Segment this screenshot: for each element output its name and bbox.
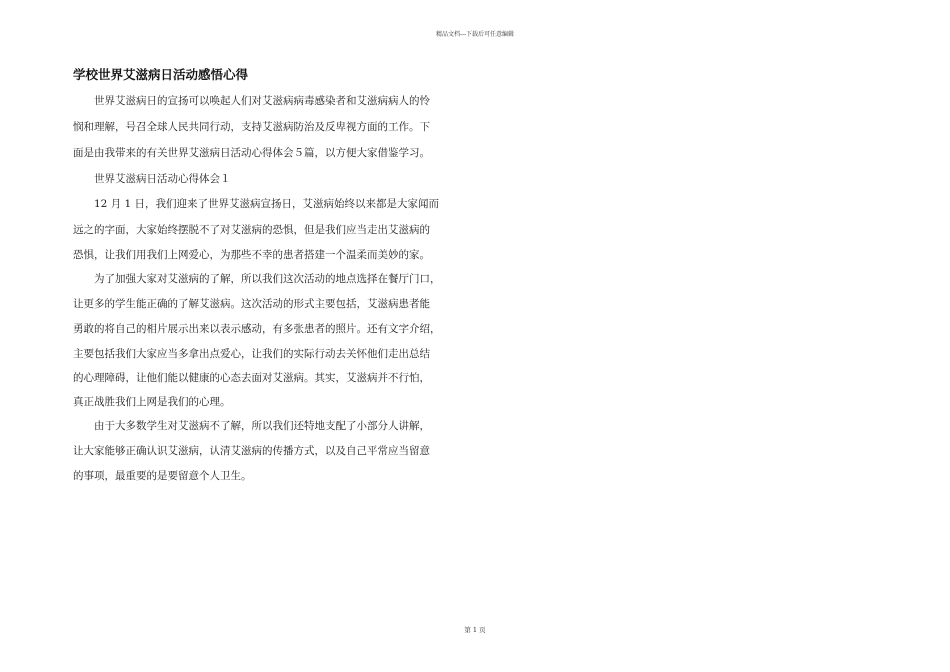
page-number: 第 1 页 xyxy=(464,626,486,634)
body-line-intro-3: 面是由我带来的有关世界艾滋病日活动心得体会５篇，以方便大家借鉴学习。 xyxy=(73,147,430,159)
body-line-intro-2: 悯和理解，号召全球人民共同行动，支持艾滋病防治及反卑视方面的工作。下 xyxy=(73,121,430,133)
body-line-intro-1: 世界艾滋病日的宣扬可以唤起人们对艾滋病病毒感染者和艾滋病病人的怜 xyxy=(94,95,430,107)
body-line-p1-3: 恐惧，让我们用我们上网爱心，为那些不幸的患者搭建一个温柔而美妙的家。 xyxy=(73,249,430,261)
body-line-p3-3: 的事项，最重要的是要留意个人卫生。 xyxy=(73,470,252,482)
body-line-p2-3: 勇敢的将自己的相片展示出来以表示感动，有多张患者的照片。还有文字介绍， xyxy=(73,323,441,335)
document-title: 学校世界艾滋病日活动感悟心得 xyxy=(73,67,249,82)
section-heading: 世界艾滋病日活动心得体会１ xyxy=(94,173,231,185)
body-line-p2-1: 为了加强大家对艾滋病的了解，所以我们这次活动的地点选择在餐厅门口， xyxy=(94,273,441,285)
body-line-p3-1: 由于大多数学生对艾滋病不了解，所以我们还特地支配了小部分人讲解， xyxy=(94,420,430,432)
body-line-p2-5: 的心理障碍，让他们能以健康的心态去面对艾滋病。其实，艾滋病并不行怕， xyxy=(73,372,430,384)
body-line-p2-6: 真正战胜我们上网是我们的心理。 xyxy=(73,396,231,408)
body-line-p1-1: 12 月 1 日，我们迎来了世界艾滋病宣扬日，艾滋病始终以来都是大家闻而 xyxy=(94,198,440,210)
body-line-p2-2: 让更多的学生能正确的了解艾滋病。这次活动的形式主要包括，艾滋病患者能 xyxy=(73,298,430,310)
body-line-p2-4: 主要包括我们大家应当多拿出点爱心，让我们的实际行动去关怀他们走出总结 xyxy=(73,348,430,360)
page-header: 精品文档---下载后可任意编辑 xyxy=(435,31,515,38)
body-line-p3-2: 让大家能够正确认识艾滋病，认清艾滋病的传播方式，以及自己平常应当留意 xyxy=(73,445,430,457)
body-line-p1-2: 远之的字面，大家始终摆脱不了对艾滋病的恐惧，但是我们应当走出艾滋病的 xyxy=(73,224,430,236)
